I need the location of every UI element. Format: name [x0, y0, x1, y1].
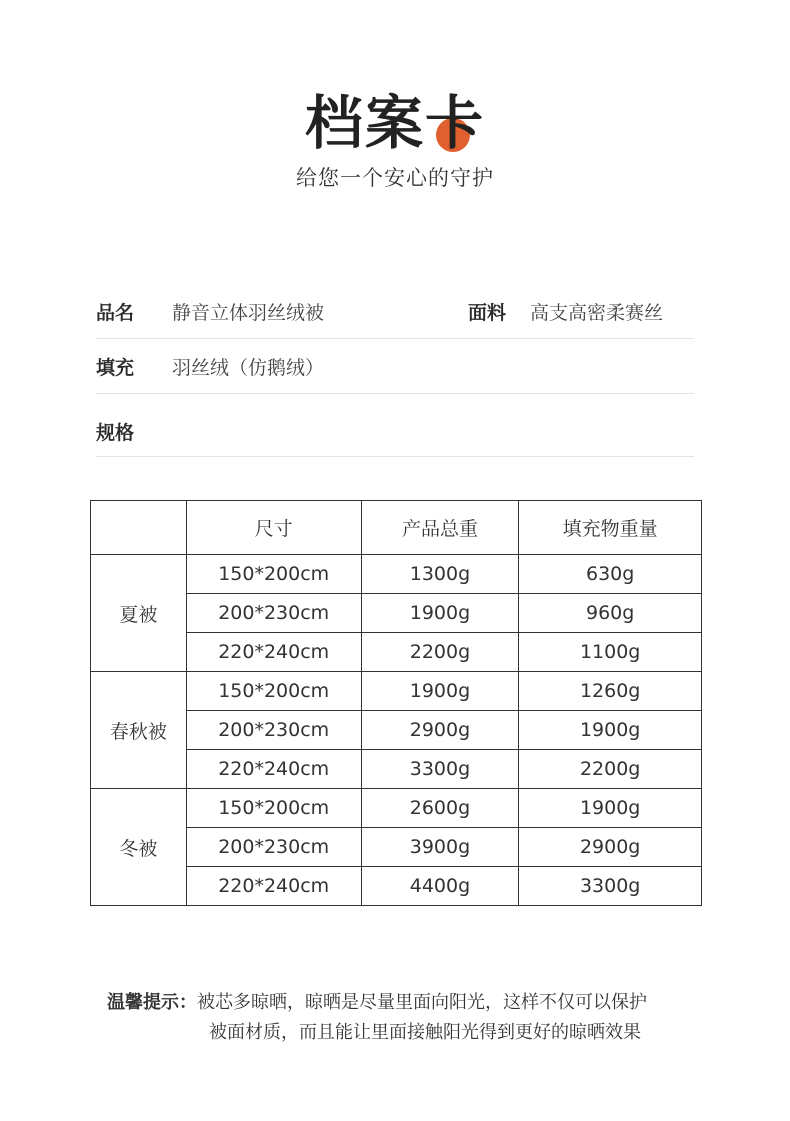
page-title: 档案卡 — [304, 89, 485, 157]
group-name-cell: 春秋被 — [91, 672, 187, 789]
size-cell: 200*230cm — [186, 594, 361, 633]
total-weight-cell: 4400g — [361, 867, 519, 906]
header-cell-empty — [91, 501, 187, 555]
header-cell-total-weight: 产品总重 — [361, 501, 519, 555]
table-row — [91, 789, 702, 828]
fill-weight-cell: 1900g — [519, 789, 702, 828]
group-name-cell: 冬被 — [91, 789, 187, 906]
size-cell: 200*230cm — [186, 711, 361, 750]
title-block — [0, 88, 790, 158]
total-weight-cell: 3300g — [361, 750, 519, 789]
size-cell: 220*240cm — [186, 633, 361, 672]
header-cell-fill-weight: 填充物重量 — [519, 501, 702, 555]
total-weight-cell: 2900g — [361, 711, 519, 750]
page-subtitle: 给您一个安心的守护 — [296, 166, 494, 190]
care-tip — [107, 988, 747, 1043]
filling-label: 填充 — [96, 357, 135, 379]
total-weight-cell: 2600g — [361, 789, 519, 828]
total-weight-cell: 1900g — [361, 672, 519, 711]
fill-weight-cell: 1260g — [519, 672, 702, 711]
fill-weight-cell: 630g — [519, 555, 702, 594]
table-row — [91, 672, 702, 711]
care-tip-label: 温馨提示： — [107, 992, 197, 1013]
info-row-spec — [96, 410, 694, 457]
product-name-value: 静音立体羽丝绒被 — [172, 302, 325, 324]
fill-weight-cell: 960g — [519, 594, 702, 633]
care-tip-line1: 被芯多晾晒，晾晒是尽量里面向阳光，这样不仅可以保护 — [197, 992, 647, 1013]
total-weight-cell: 1900g — [361, 594, 519, 633]
fabric-value: 高支高密柔赛丝 — [530, 302, 664, 324]
size-cell: 150*200cm — [186, 789, 361, 828]
total-weight-cell: 1300g — [361, 555, 519, 594]
filling-value: 羽丝绒（仿鹅绒） — [172, 357, 325, 379]
fill-weight-cell: 2900g — [519, 828, 702, 867]
spec-label: 规格 — [96, 422, 135, 444]
product-name-label: 品名 — [96, 302, 135, 324]
fill-weight-cell: 1100g — [519, 633, 702, 672]
size-cell: 150*200cm — [186, 555, 361, 594]
size-cell: 200*230cm — [186, 828, 361, 867]
size-cell: 220*240cm — [186, 750, 361, 789]
fill-weight-cell: 2200g — [519, 750, 702, 789]
table-header-row — [91, 501, 702, 555]
spec-table — [90, 500, 702, 906]
group-name-cell: 夏被 — [91, 555, 187, 672]
total-weight-cell: 2200g — [361, 633, 519, 672]
info-row-name-fabric — [96, 290, 694, 339]
fabric-label: 面料 — [468, 302, 507, 324]
header-cell-size: 尺寸 — [186, 501, 361, 555]
total-weight-cell: 3900g — [361, 828, 519, 867]
fill-weight-cell: 1900g — [519, 711, 702, 750]
care-tip-line2: 被面材质，而且能让里面接触阳光得到更好的晾晒效果 — [209, 1022, 641, 1043]
fill-weight-cell: 3300g — [519, 867, 702, 906]
size-cell: 150*200cm — [186, 672, 361, 711]
table-row — [91, 555, 702, 594]
size-cell: 220*240cm — [186, 867, 361, 906]
info-row-filling — [96, 345, 694, 394]
